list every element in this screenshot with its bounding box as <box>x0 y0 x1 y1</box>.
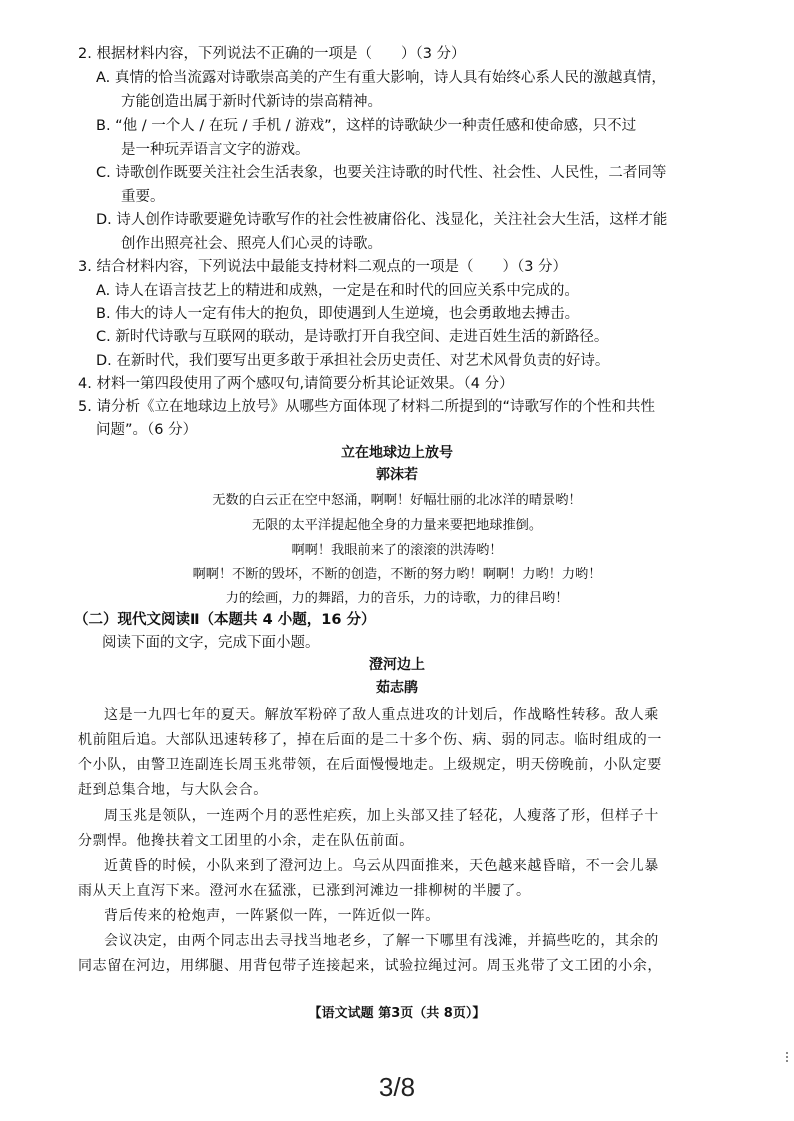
story-paragraph-line: 个小队，由警卫连副连长周玉兆带领，在后面慢慢地走。上级规定，明天傍晚前，小队定要 <box>78 757 662 773</box>
question-3-option-a: A. 诗人在语言技艺上的精进和成熟，一定是在和时代的回应关系中完成的。 <box>96 283 579 299</box>
question-3-option-b: B. 伟大的诗人一定有伟大的抱负，即使遇到人生逆境，也会勇敢地去搏击。 <box>96 306 580 322</box>
poem-line: 力的绘画，力的舞蹈，力的音乐，力的诗歌，力的律吕哟！ <box>225 591 569 606</box>
question-2-option-b-cont: 是一种玩弄语言文字的游戏。 <box>121 142 310 158</box>
poem-line: 啊啊！我眼前来了的滚滚的洪涛哟！ <box>291 543 503 558</box>
story-title: 澄河边上 <box>369 657 425 673</box>
story-paragraph-line: 这是一九四七年的夏天。解放军粉碎了敌人重点进攻的计划后，作战略性转移。敌人乘 <box>104 707 659 723</box>
section-instruction: 阅读下面的文字，完成下面小题。 <box>102 635 320 651</box>
question-3-option-d: D. 在新时代，我们要写出更多敢于承担社会历史责任、对艺术风骨负责的好诗。 <box>96 353 610 369</box>
story-paragraph-line: 分剽悍。他搀扶着文工团里的小余，走在队伍前面。 <box>78 833 414 849</box>
story-paragraph-line: 赶到总集合地，与大队会合。 <box>78 782 268 798</box>
question-4: 4. 材料一第四段使用了两个感叹句,请简要分析其论证效果。（4 分） <box>78 376 514 392</box>
story-paragraph-line: 近黄昏的时候，小队来到了澄河边上。乌云从四面推来，天色越来越昏暗，不一会儿暴 <box>104 858 659 874</box>
question-2-option-d: D. 诗人创作诗歌要避免诗歌写作的社会性被庸俗化、浅显化，关注社会大生活，这样才能 <box>96 212 668 228</box>
poem-title: 立在地球边上放号 <box>341 445 453 461</box>
question-2-option-d-cont: 创作出照亮社会、照亮人们心灵的诗歌。 <box>121 236 382 252</box>
scrollbar-marker <box>786 1052 791 1062</box>
question-3-stem: 3. 结合材料内容，下列说法中最能支持材料二观点的一项是（ ）（3 分） <box>78 259 568 275</box>
question-5: 5. 请分析《立在地球边上放号》从哪些方面体现了材料二所提到的“诗歌写作的个性和共性 <box>78 399 655 415</box>
page-footer: 【语文试题 第3页（共 8页）】 <box>308 1006 486 1021</box>
story-paragraph-line: 雨从天上直泻下来。澄河水在猛涨，已涨到河滩边一排柳树的半腰了。 <box>78 883 531 899</box>
question-3-option-c: C. 新时代诗歌与互联网的联动，是诗歌打开自我空间、走进百姓生活的新路径。 <box>96 329 609 345</box>
poem-line: 无限的太平洋提起他全身的力量来要把地球推倒。 <box>251 518 543 533</box>
story-author: 茹志鹃 <box>376 680 418 696</box>
poem-line: 无数的白云正在空中怒涌，啊啊！好幅壮丽的北冰洋的晴景哟！ <box>212 493 582 508</box>
question-2-option-c-cont: 重要。 <box>121 189 165 205</box>
question-2-option-b: B. “他 / 一个人 / 在玩 / 手机 / 游戏”，这样的诗歌缺少一种责任感和使命感，只不过 <box>96 118 637 134</box>
section-heading: （二）现代文阅读Ⅱ（本题共 4 小题，16 分） <box>74 612 376 628</box>
question-5-cont: 问题”。（6 分） <box>96 422 198 438</box>
poem-line: 啊啊！不断的毁坏，不断的创造，不断的努力哟！啊啊！力哟！力哟！ <box>192 567 602 582</box>
question-2-option-a: A. 真情的恰当流露对诗歌崇高美的产生有重大影响，诗人具有始终心系人民的激越真情， <box>96 70 666 86</box>
story-paragraph-line: 机前阻后追。大部队迅速转移了，掉在后面的是二十多个伤、病、弱的同志。临时组成的一 <box>78 732 662 748</box>
story-paragraph-line: 背后传来的枪炮声，一阵紧似一阵，一阵近似一阵。 <box>104 908 440 924</box>
story-paragraph-line: 同志留在河边，用绑腿、用背包带子连接起来，试验拉绳过河。周玉兆带了文工团的小余， <box>78 958 662 974</box>
question-2-option-c: C. 诗歌创作既要关注社会生活表象，也要关注诗歌的时代性、社会性、人民性，二者同等 <box>96 165 667 181</box>
poem-author: 郭沫若 <box>376 467 418 483</box>
story-paragraph-line: 会议决定，由两个同志出去寻找当地老乡，了解一下哪里有浅滩，并搞些吃的，其余的 <box>104 933 659 949</box>
question-2-option-a-cont: 方能创造出属于新时代新诗的崇高精神。 <box>121 94 382 110</box>
page-indicator: 3/8 <box>378 1072 416 1102</box>
story-paragraph-line: 周玉兆是领队，一连两个月的恶性疟疾，加上头部又挂了轻花，人瘦落了形，但样子十 <box>104 808 659 824</box>
question-2-stem: 2. 根据材料内容，下列说法不正确的一项是（ ）（3 分） <box>78 46 466 62</box>
